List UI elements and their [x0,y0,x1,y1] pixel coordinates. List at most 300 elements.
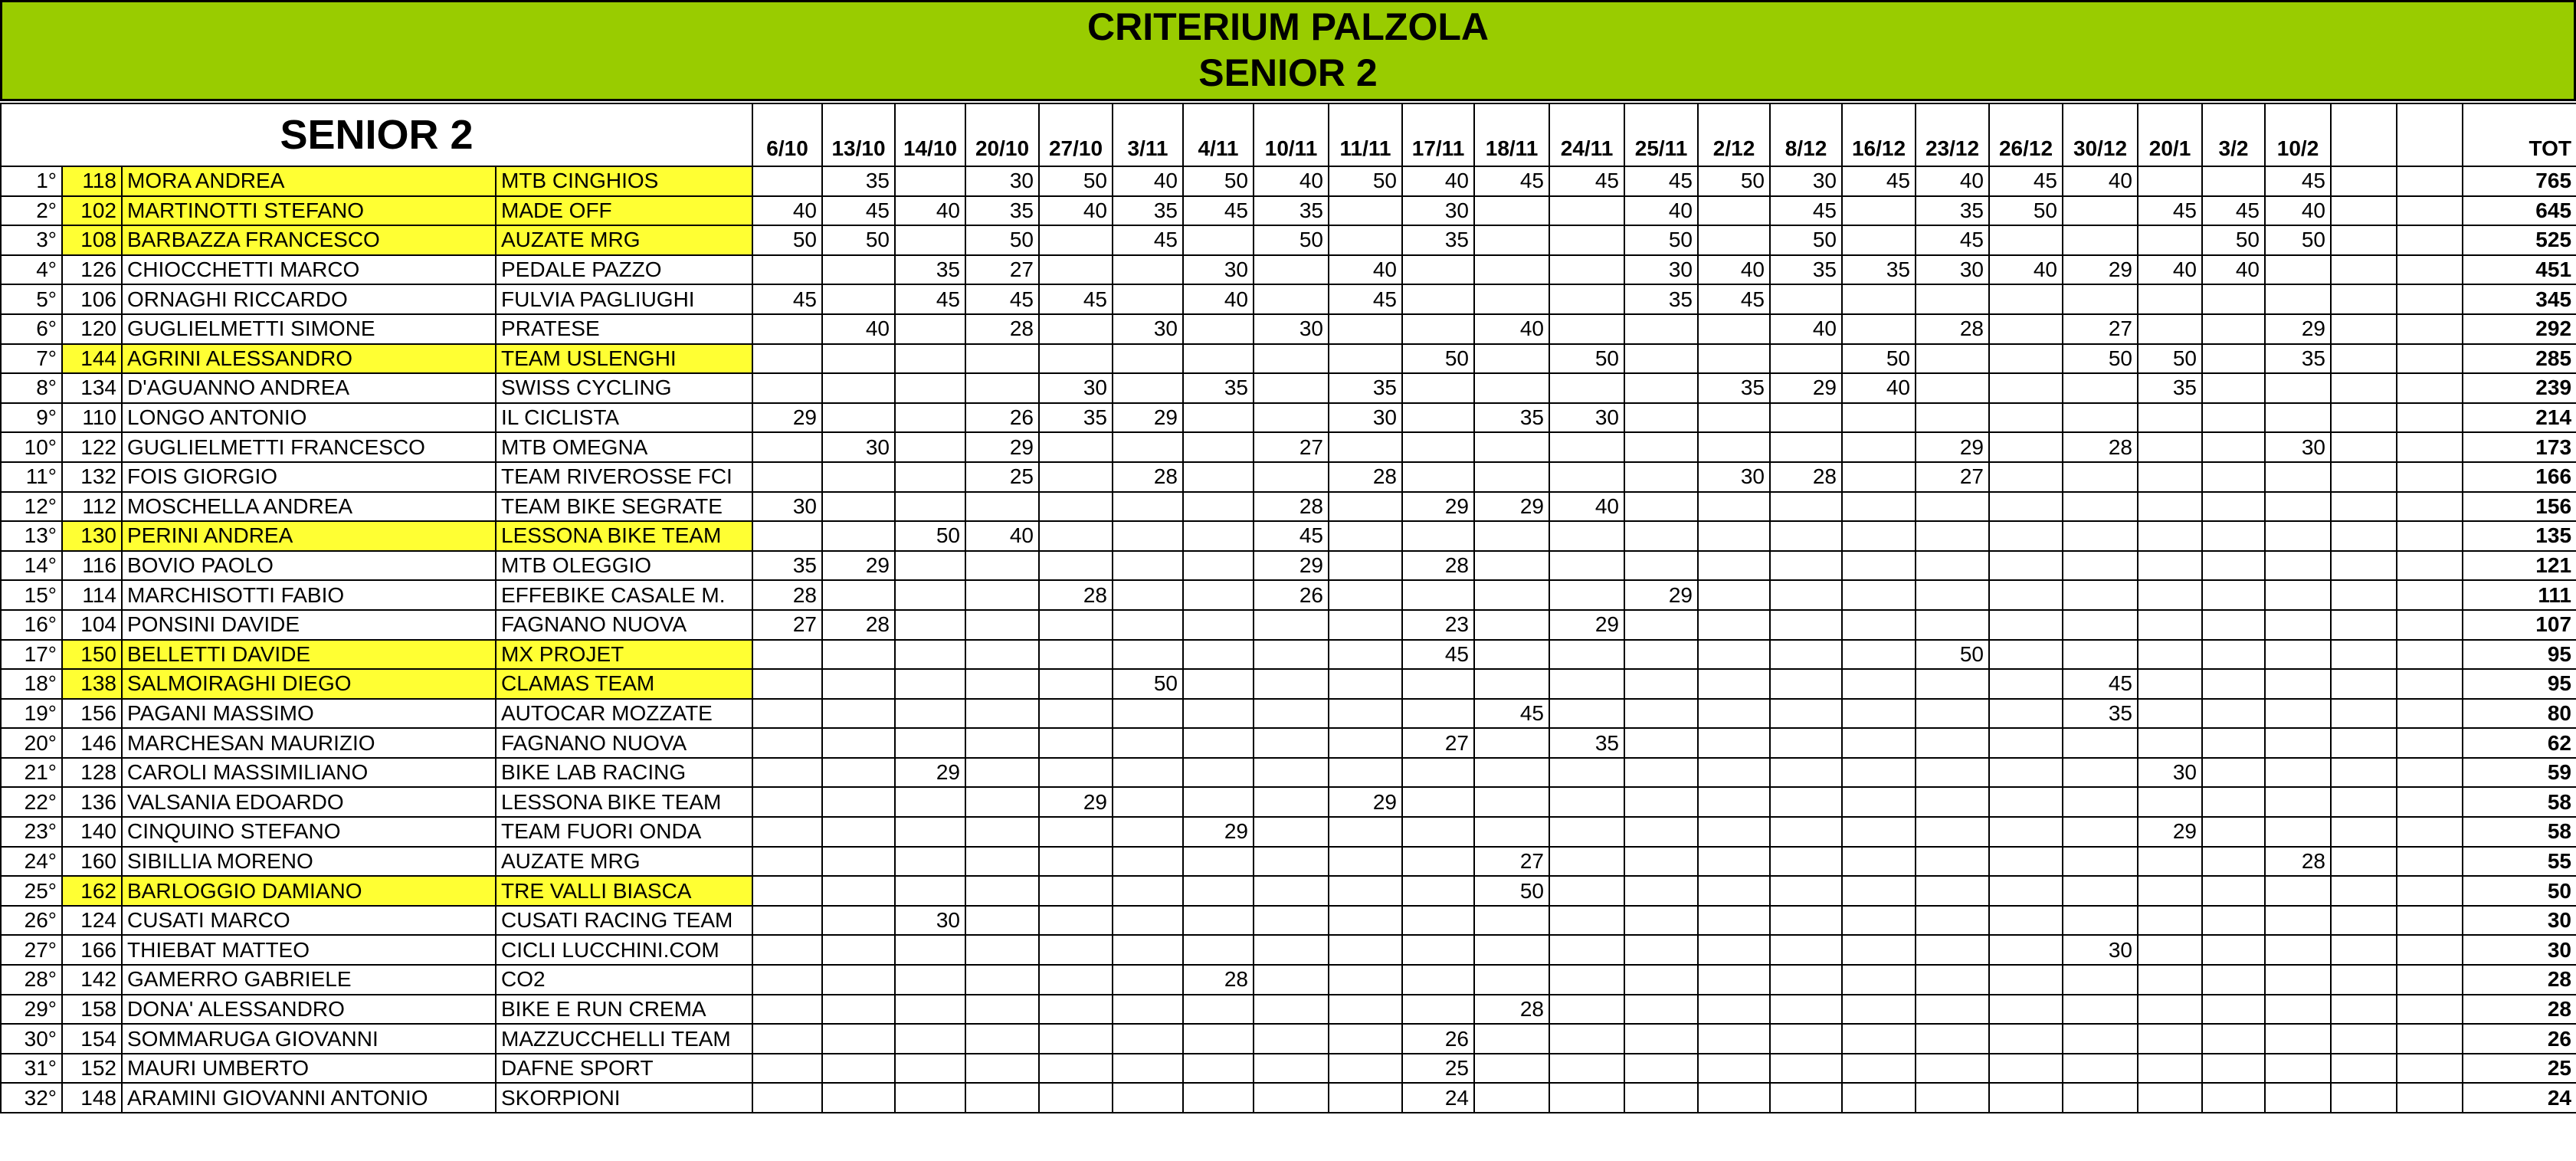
header-row [1,103,2576,166]
points-cell [2331,669,2397,699]
table-row [1,699,2576,729]
points-cell [1698,847,1770,877]
points-cell [1329,196,1402,226]
points-cell [1624,787,1698,817]
points-cell [2265,787,2331,817]
points-cell: 50 [2265,225,2331,255]
points-cell [1842,1083,1916,1113]
points-cell [1624,876,1698,906]
points-cell [2331,344,2397,374]
points-cell [2202,403,2265,433]
table-row [1,403,2576,433]
points-cell [1474,728,1549,758]
points-cell [1254,699,1329,729]
points-cell [1183,787,1254,817]
points-cell [1402,995,1474,1025]
points-cell [1698,196,1770,226]
points-cell: 50 [1402,344,1474,374]
points-cell [965,817,1039,847]
rider-name-cell: MOSCHELLA ANDREA [122,492,496,522]
date-header: 14/10 [895,103,965,166]
rank-cell: 31° [1,1054,62,1084]
points-cell [2331,580,2397,610]
points-cell [2265,699,2331,729]
team-cell: FAGNANO NUOVA [496,610,752,640]
points-cell [1842,817,1916,847]
bib-number-cell: 152 [62,1054,122,1084]
points-cell [1254,935,1329,965]
points-cell [752,166,822,196]
points-cell: 26 [1254,580,1329,610]
points-cell [1113,817,1183,847]
points-cell: 35 [1039,403,1113,433]
points-cell [2397,403,2463,433]
points-cell: 35 [1698,373,1770,403]
points-cell [1039,1083,1113,1113]
points-cell [895,640,965,670]
points-cell [2397,551,2463,581]
points-cell: 29 [1770,373,1842,403]
points-cell [1916,1083,1989,1113]
points-cell [2138,284,2202,314]
rank-cell: 12° [1,492,62,522]
points-cell [2331,521,2397,551]
table-row [1,521,2576,551]
points-cell [2138,787,2202,817]
points-cell [2397,1083,2463,1113]
points-cell [2331,876,2397,906]
points-cell: 40 [2265,196,2331,226]
points-cell [1842,699,1916,729]
points-cell [1329,521,1402,551]
points-cell [1624,965,1698,995]
points-cell [1989,1083,2063,1113]
team-cell: LESSONA BIKE TEAM [496,787,752,817]
points-cell [1039,521,1113,551]
points-cell [965,551,1039,581]
points-cell [1183,699,1254,729]
points-cell [1254,640,1329,670]
points-cell: 29 [1549,610,1624,640]
points-cell [1989,225,2063,255]
bib-number-cell: 146 [62,728,122,758]
team-cell: TRE VALLI BIASCA [496,876,752,906]
points-cell: 28 [1474,995,1549,1025]
points-cell [752,1054,822,1084]
points-cell [895,876,965,906]
points-cell [1989,728,2063,758]
points-cell [1624,551,1698,581]
points-cell [965,965,1039,995]
points-cell [1989,580,2063,610]
points-cell [1549,995,1624,1025]
points-cell: 35 [1402,225,1474,255]
points-cell [965,906,1039,936]
points-cell [2397,876,2463,906]
points-cell [1329,876,1402,906]
date-header: 20/1 [2138,103,2202,166]
rider-name-cell: SOMMARUGA GIOVANNI [122,1024,496,1054]
points-cell: 40 [1113,166,1183,196]
points-cell [1113,640,1183,670]
points-cell [895,699,965,729]
points-cell [1549,935,1624,965]
points-cell [2397,758,2463,788]
points-cell: 35 [1916,196,1989,226]
rider-name-cell: BELLETTI DAVIDE [122,640,496,670]
points-cell [1183,995,1254,1025]
points-cell [1402,284,1474,314]
team-cell: MX PROJET [496,640,752,670]
points-cell [1402,847,1474,877]
points-cell [2265,610,2331,640]
points-cell [2202,640,2265,670]
rank-cell: 23° [1,817,62,847]
points-cell [752,462,822,492]
rank-cell: 27° [1,935,62,965]
date-header: 23/12 [1916,103,1989,166]
points-cell [1989,935,2063,965]
points-cell [1770,403,1842,433]
rank-cell: 6° [1,314,62,344]
points-cell [1329,1054,1402,1084]
points-cell: 26 [965,403,1039,433]
points-cell [2138,847,2202,877]
total-cell: 30 [2463,906,2576,936]
points-cell [1474,196,1549,226]
points-cell [1624,1083,1698,1113]
rider-name-cell: CAROLI MASSIMILIANO [122,758,496,788]
points-cell [1254,462,1329,492]
points-cell [1183,225,1254,255]
points-cell [1624,403,1698,433]
points-cell [1989,817,2063,847]
total-cell: 80 [2463,699,2576,729]
points-cell [2331,699,2397,729]
total-cell: 58 [2463,817,2576,847]
date-header: 20/10 [965,103,1039,166]
points-cell [2138,1054,2202,1084]
points-cell [895,580,965,610]
points-cell [1183,403,1254,433]
points-cell [2063,876,2138,906]
points-cell: 40 [2063,166,2138,196]
points-cell [2331,640,2397,670]
points-cell [1039,906,1113,936]
points-cell [1842,403,1916,433]
points-cell: 35 [895,255,965,285]
total-cell: 58 [2463,787,2576,817]
points-cell: 35 [965,196,1039,226]
points-cell [895,610,965,640]
points-cell [1624,610,1698,640]
points-cell [2202,876,2265,906]
points-cell: 45 [965,284,1039,314]
points-cell [965,787,1039,817]
points-cell [1698,640,1770,670]
points-cell [1842,995,1916,1025]
rank-cell: 10° [1,432,62,462]
bib-number-cell: 118 [62,166,122,196]
rank-cell: 1° [1,166,62,196]
table-row [1,166,2576,196]
points-cell [1624,817,1698,847]
points-cell [1698,314,1770,344]
points-cell: 50 [1183,166,1254,196]
points-cell: 27 [1474,847,1549,877]
points-cell [2063,1083,2138,1113]
rider-name-cell: MARCHESAN MAURIZIO [122,728,496,758]
points-cell: 30 [2138,758,2202,788]
rider-name-cell: DONA' ALESSANDRO [122,995,496,1025]
points-cell: 29 [822,551,895,581]
points-cell [2063,492,2138,522]
points-cell: 27 [1402,728,1474,758]
points-cell: 35 [1842,255,1916,285]
points-cell: 40 [822,314,895,344]
points-cell [1254,728,1329,758]
table-row [1,758,2576,788]
points-cell: 40 [1039,196,1113,226]
rank-cell: 7° [1,344,62,374]
total-cell: 451 [2463,255,2576,285]
points-cell: 35 [1624,284,1698,314]
points-cell [2202,314,2265,344]
points-cell: 28 [1039,580,1113,610]
points-cell [1474,1054,1549,1084]
points-cell [1402,432,1474,462]
points-cell: 45 [1989,166,2063,196]
points-cell [1624,314,1698,344]
table-row [1,640,2576,670]
points-cell [1770,906,1842,936]
points-cell [752,344,822,374]
points-cell [1989,610,2063,640]
points-cell: 29 [752,403,822,433]
points-cell [2202,965,2265,995]
points-cell [1474,551,1549,581]
points-cell [1329,699,1402,729]
points-cell [1989,995,2063,1025]
points-cell [2138,521,2202,551]
points-cell [1039,344,1113,374]
points-cell [1770,640,1842,670]
rider-name-cell: VALSANIA EDOARDO [122,787,496,817]
total-cell: 25 [2463,1054,2576,1084]
bib-number-cell: 102 [62,196,122,226]
points-cell [1113,787,1183,817]
points-cell [1549,817,1624,847]
points-cell [2202,580,2265,610]
points-cell [2063,906,2138,936]
points-cell [965,344,1039,374]
date-header: 10/11 [1254,103,1329,166]
points-cell [1183,610,1254,640]
points-cell [2202,1054,2265,1084]
team-cell: CICLI LUCCHINI.COM [496,935,752,965]
points-cell [2397,640,2463,670]
points-cell [1549,1054,1624,1084]
team-cell: AUTOCAR MOZZATE [496,699,752,729]
points-cell [1329,669,1402,699]
date-header: 10/2 [2265,103,2331,166]
points-cell [2063,551,2138,581]
points-cell: 30 [752,492,822,522]
points-cell [1254,1083,1329,1113]
table-row [1,935,2576,965]
points-cell [2138,699,2202,729]
points-cell [1329,344,1402,374]
points-cell: 28 [965,314,1039,344]
points-cell [1113,551,1183,581]
points-cell [1402,787,1474,817]
points-cell [1989,699,2063,729]
bib-number-cell: 140 [62,817,122,847]
points-cell [2138,610,2202,640]
points-cell [2063,610,2138,640]
points-cell [822,758,895,788]
points-cell [1039,669,1113,699]
points-cell [1842,935,1916,965]
points-cell: 27 [965,255,1039,285]
team-cell: MTB CINGHIOS [496,166,752,196]
title-banner [0,0,2576,101]
team-cell: TEAM BIKE SEGRATE [496,492,752,522]
points-cell [1113,521,1183,551]
points-cell [1474,906,1549,936]
points-cell: 40 [1842,373,1916,403]
date-header: 6/10 [752,103,822,166]
rider-name-cell: MARTINOTTI STEFANO [122,196,496,226]
points-cell: 45 [1039,284,1113,314]
points-cell [822,403,895,433]
points-cell: 27 [752,610,822,640]
team-cell: FAGNANO NUOVA [496,728,752,758]
rank-cell: 14° [1,551,62,581]
bib-number-cell: 158 [62,995,122,1025]
points-cell [1989,432,2063,462]
points-cell [1698,935,1770,965]
points-cell [895,403,965,433]
points-cell [965,995,1039,1025]
points-cell [1183,1083,1254,1113]
points-cell [1113,344,1183,374]
points-cell [2397,314,2463,344]
table-row [1,314,2576,344]
points-cell [895,728,965,758]
rank-cell: 17° [1,640,62,670]
rank-cell: 16° [1,610,62,640]
points-cell [1113,906,1183,936]
points-cell [1916,1054,1989,1084]
points-cell: 40 [1474,314,1549,344]
bib-number-cell: 138 [62,669,122,699]
team-cell: DAFNE SPORT [496,1054,752,1084]
points-cell [1916,728,1989,758]
points-cell: 45 [1624,166,1698,196]
table-row [1,1054,2576,1084]
bib-number-cell: 124 [62,906,122,936]
points-cell [1842,906,1916,936]
points-cell: 45 [1254,521,1329,551]
points-cell [2063,1054,2138,1084]
points-cell [2265,462,2331,492]
points-cell [752,699,822,729]
rider-name-cell: SALMOIRAGHI DIEGO [122,669,496,699]
points-cell [1916,610,1989,640]
points-cell [1113,876,1183,906]
points-cell: 50 [965,225,1039,255]
points-cell [1770,995,1842,1025]
points-cell [1698,551,1770,581]
points-cell: 29 [1039,787,1113,817]
points-cell [822,965,895,995]
points-cell [1989,284,2063,314]
points-cell [2138,1083,2202,1113]
points-cell: 45 [895,284,965,314]
points-cell [1770,1024,1842,1054]
points-cell [1624,640,1698,670]
points-cell [965,669,1039,699]
points-cell [1474,432,1549,462]
points-cell [2138,876,2202,906]
total-cell: 111 [2463,580,2576,610]
points-cell [1329,817,1402,847]
points-cell: 40 [895,196,965,226]
points-cell [1770,787,1842,817]
points-cell [1770,669,1842,699]
points-cell [1039,432,1113,462]
points-cell [1474,580,1549,610]
points-cell [1183,492,1254,522]
rank-cell: 11° [1,462,62,492]
date-header: 8/12 [1770,103,1842,166]
points-cell: 35 [822,166,895,196]
bib-number-cell: 154 [62,1024,122,1054]
points-cell [2265,876,2331,906]
points-cell: 30 [822,432,895,462]
points-cell [1916,373,1989,403]
points-cell [1113,699,1183,729]
points-cell [2138,225,2202,255]
points-cell: 35 [1254,196,1329,226]
points-cell [1770,817,1842,847]
points-cell [752,432,822,462]
points-cell: 50 [1549,344,1624,374]
points-cell [1254,669,1329,699]
rider-name-cell: LONGO ANTONIO [122,403,496,433]
points-cell [2397,225,2463,255]
bib-number-cell: 116 [62,551,122,581]
points-cell [2063,284,2138,314]
bib-number-cell: 160 [62,847,122,877]
points-cell [2265,640,2331,670]
rank-cell: 9° [1,403,62,433]
points-cell [1039,314,1113,344]
points-cell [2331,1024,2397,1054]
date-header [2397,103,2463,166]
points-cell [1842,521,1916,551]
points-cell [895,965,965,995]
points-cell [752,876,822,906]
points-cell [1474,787,1549,817]
points-cell [1474,373,1549,403]
points-cell [2265,373,2331,403]
points-cell [1916,669,1989,699]
points-cell [752,847,822,877]
points-cell [2063,196,2138,226]
date-header: 25/11 [1624,103,1698,166]
